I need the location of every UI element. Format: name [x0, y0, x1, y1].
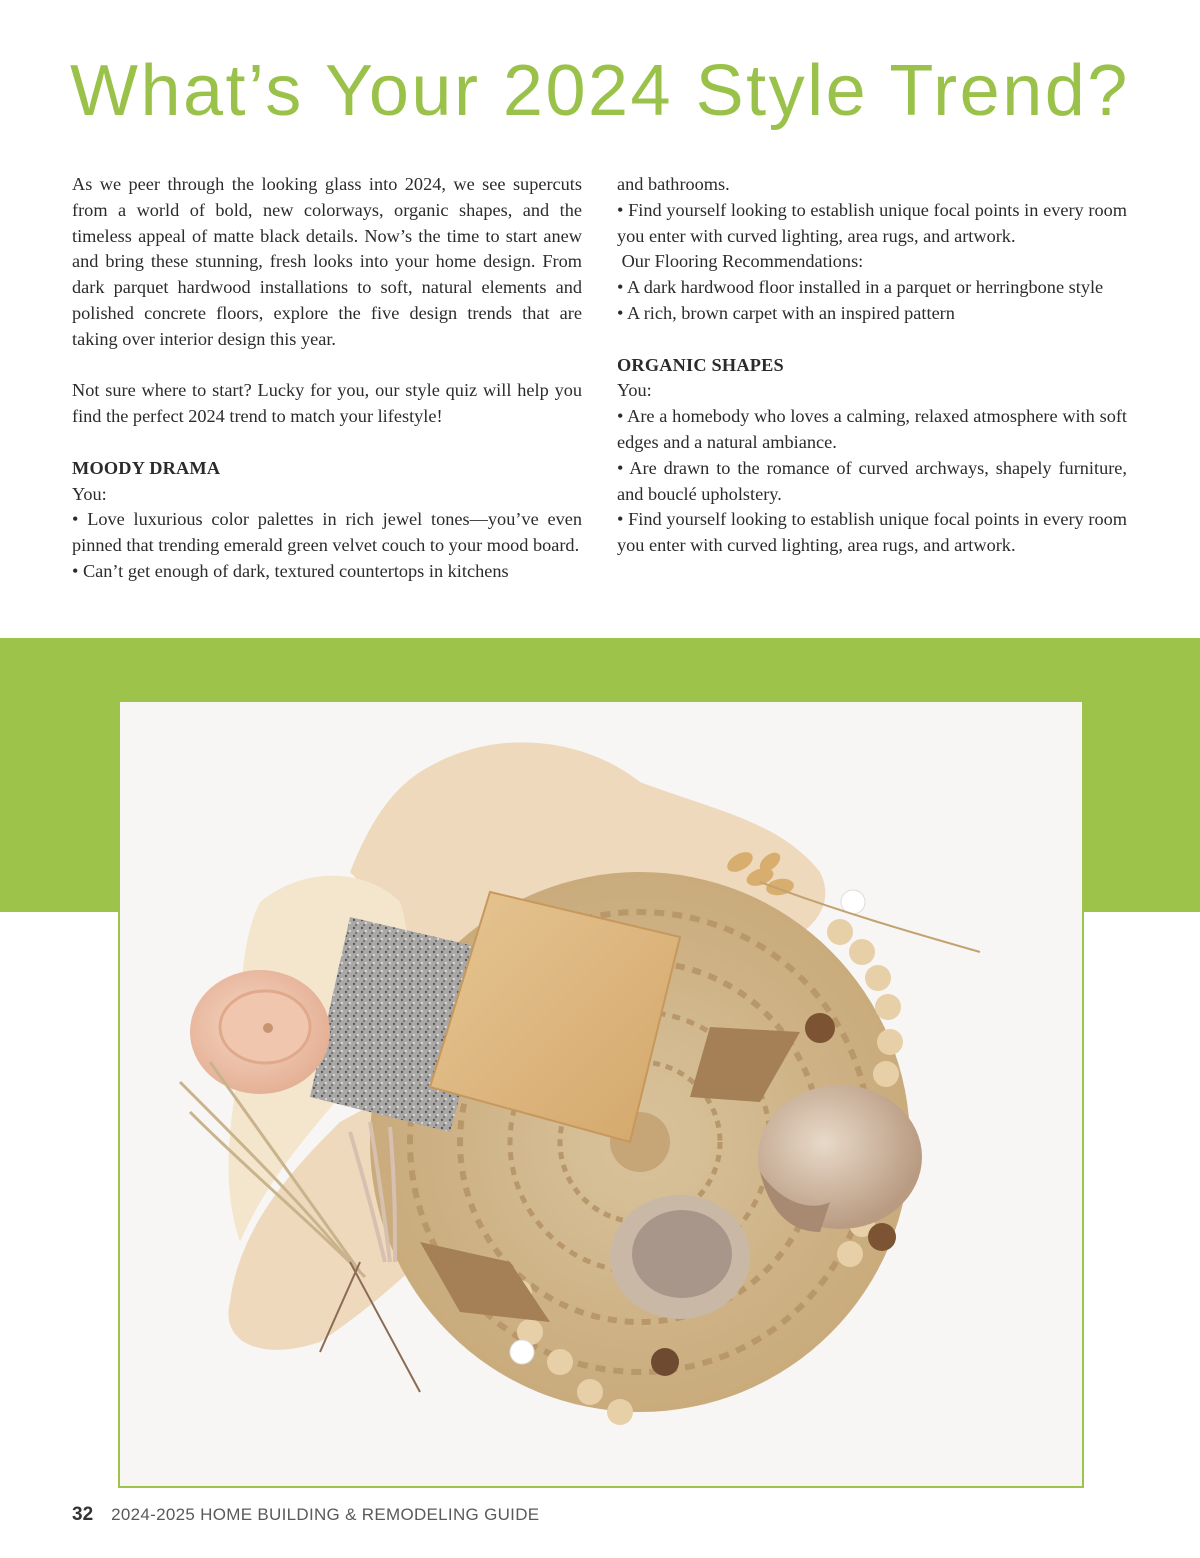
list-item: • Are a homebody who loves a calming, relaxed atmosphere with soft edges and a natural ambiance.: [617, 406, 1127, 452]
page-number: 32: [72, 1504, 94, 1525]
section-heading-moody-drama: MOODY DRAMA: [72, 457, 221, 478]
you-label: You:: [617, 380, 652, 401]
page-title: What’s Your 2024 Style Trend?: [70, 51, 1130, 131]
right-column: [617, 172, 1127, 559]
list-item: • Find yourself looking to establish unique focal points in every room you enter with curved lighting, area rugs, and artwork.: [617, 199, 1127, 246]
page-footer: [72, 1504, 539, 1526]
you-label: You:: [72, 483, 107, 504]
list-item: • Can’t get enough of dark, textured countertops in kitchens: [72, 560, 509, 581]
list-item: • Love luxurious color palettes in rich jewel tones—you’ve even pinned that trending emerald green velvet couch to your mood board.: [72, 509, 582, 556]
flatlay-photo: [118, 700, 1084, 1488]
guide-title: 2024-2025 HOME BUILDING & REMODELING GUIDE: [111, 1505, 540, 1524]
left-column: [72, 172, 582, 585]
list-item: • A dark hardwood floor installed in a parquet or herringbone style: [617, 277, 1104, 298]
quiz-paragraph: Not sure where to start? Lucky for you, our style quiz will help you find the perfect 2024 trend to match your lifestyle!: [72, 380, 582, 427]
intro-paragraph: As we peer through the looking glass into 2024, we see supercuts from a world of bold, new colorways, organic shapes, and the timeless appeal of matte black details. Now’s the time to start anew and bring these stunning, fresh looks into your home design. From dark parquet hardwood installations to soft, natural elements and polished concrete floors, explore the five design trends that are taking over interior design this year.: [72, 174, 582, 349]
list-item-continuation: and bathrooms.: [617, 174, 730, 194]
section-heading-organic-shapes: ORGANIC SHAPES: [617, 354, 784, 375]
list-item: • Are drawn to the romance of curved archways, shapely furniture, and bouclé upholstery.: [617, 457, 1127, 504]
list-item: • A rich, brown carpet with an inspired pattern: [617, 302, 955, 323]
list-item: • Find yourself looking to establish unique focal points in every room you enter with curved lighting, area rugs, and artwork.: [617, 509, 1127, 556]
flooring-heading: Our Flooring Recommendations:: [617, 251, 864, 272]
